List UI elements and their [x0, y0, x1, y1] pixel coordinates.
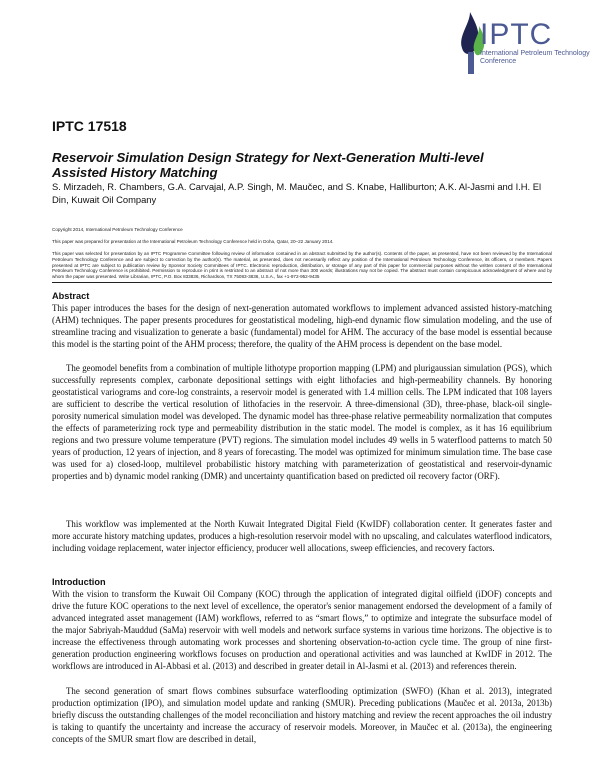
introduction-paragraph-2: The second generation of smart flows combines subsurface waterflooding optimization (SWFO) (Khan et al. 2013), integrated production optimization (IPO), and simulation model update and ranking (SMUR). Preceding publications (Maučec et al. 2013a, 2013b) briefly discuss the outstanding challenges of the model reconciliation and history matching and review the recent approaches the oil industry is taking to quantify the uncertainty and increase the accuracy of reservoir models. Moreover, in Maučec et al. (2013a), the engineering concepts of the SMUR smart flow are described in detail,: [52, 686, 552, 745]
abstract-paragraph-1: This paper introduces the bases for the design of next-generation automated workflows to implement advanced assisted history-matching (AHM) techniques. The paper presents procedures for geostatistical modeling, high-end dynamic flow simulation modeling, and the use of streamline tracing and visualization to generate a basic (fundamental) model for AHM. The accuracy of the base model is essential because this model is the starting point of the AHM process; therefore, the quality of the AHM process is dependent on the base model.: [52, 303, 552, 350]
introduction-paragraph-1: With the vision to transform the Kuwait Oil Company (KOC) through the application of integrated digital oilfield (iDOF) concepts and drive the future KOC operations to the next level of excellence, the operator's senior management endorsed the development of a family of advanced integrated asset management (IAM) workflows, referred to as “smart flows,” to optimize and integrate the subsurface model of the major Sabriyah-Mauddud (SaMa) reservoir with well models and network surface systems in various time horizons. The objective is to increase the effectiveness through automating work processes and shortening observation-to-action cycle time. The group of nine first-generation production engineering workflows focuses on production and operational activities and was launched at KwIDF in 2012. The workflows are introduced in Al-Abbasi et al. (2013) and described in greater detail in Al-Jasmi et al. (2013) and references therein.: [52, 589, 552, 672]
introduction-heading: Introduction: [52, 577, 106, 587]
abstract-paragraph-2: The geomodel benefits from a combination of multiple lithotype proportion mapping (LPM) and plurigaussian simulation (PGS), which successfully represents complex, carbonate depositional settings with eight lithofacies and high-permeability channels. By honoring geostatistical variograms and core-log constraints, a reservoir model is generated with 1.4 million cells. The LPM indicated that 108 layers are sufficient to describe the vertical resolution of lithofacies in the reservoir. A three-dimensional (3D), three-phase, black-oil single-porosity numerical simulation model was developed. The dynamic model has three-phase relative permeability normalization that computes the effects of parameterizing rock type and permeability distribution in the static model. The model is complex, as it has 16 equilibrium regions and two pressure volume temperature (PVT) regions. The simulation model includes 49 wells in 5 waterflood patterns to match 50 years of production, 12 years of injection, and 8 years of forecasting. The model was optimized for minimum simulation time. The base case was used for a) closed-loop, multilevel probabilistic history matching with parameterization of geostatistical and reservoir-dynamic properties and b) dynamic model ranking (DMR) and uncertainty quantification based on predicted oil recovery factor (ORF).: [52, 363, 552, 482]
logo-wordmark: IPTC: [480, 18, 553, 51]
abstract-heading: Abstract: [52, 291, 90, 301]
author-list: S. Mirzadeh, R. Chambers, G.A. Carvajal, A.P. Singh, M. Maučec, and S. Knabe, Halliburton; A.K. Al-Jasmi and I.H. El Din, Kuwait Oil Company: [52, 181, 542, 205]
prepared-notice: This paper was prepared for presentation at the International Petroleum Technology Conference held in Doha, Qatar, 20–22 January 2014.: [52, 239, 334, 244]
paper-title: Reservoir Simulation Design Strategy for Next-Generation Multi-level Assisted History Matching: [52, 150, 484, 180]
permission-notice: This paper was selected for presentation by an IPTC Programme Committee following review of information contained in an abstract submitted by the author(s). Contents of the paper, as presented, have not been reviewed by the International Petroleum Technology Conference and are subject to correction by the author(s). The material, as presented, does not necessarily reflect any position of the International Petroleum Technology Conference, its officers, or members. Papers presented at IPTC are subject to publication review by Sponsor Society Committees of IPTC. Electronic reproduction, distribution, or storage of any part of this paper for commercial purposes without the written consent of the International Petroleum Technology Conference is prohibited. Permission to reproduce in print is restricted to an abstract of not more than 300 words; illustrations may not be copied. The abstract must contain conspicuous acknowledgment of where and by whom the paper was presented. Write Librarian, IPTC, P.O. Box 833836, Richardson, TX 75083-3836, U.S.A., fax +1-972-952-9435: [52, 251, 552, 280]
abstract-paragraph-3: This workflow was implemented at the North Kuwait Integrated Digital Field (KwIDF) collaboration center. It generates faster and more accurate history matching updates, produces a high-resolution reservoir model with no upscaling, and calculates waterflood indicators, including voidage replacement, water injector efficiency, producer well allocations, sweep efficiencies, and recovery factors.: [52, 519, 552, 554]
section-divider: [52, 282, 552, 283]
logo-subtitle: International Petroleum Technology Conference: [480, 50, 590, 65]
copyright-notice: Copyright 2014, International Petroleum Technology Conference: [52, 227, 183, 232]
paper-id: IPTC 17518: [52, 118, 127, 134]
